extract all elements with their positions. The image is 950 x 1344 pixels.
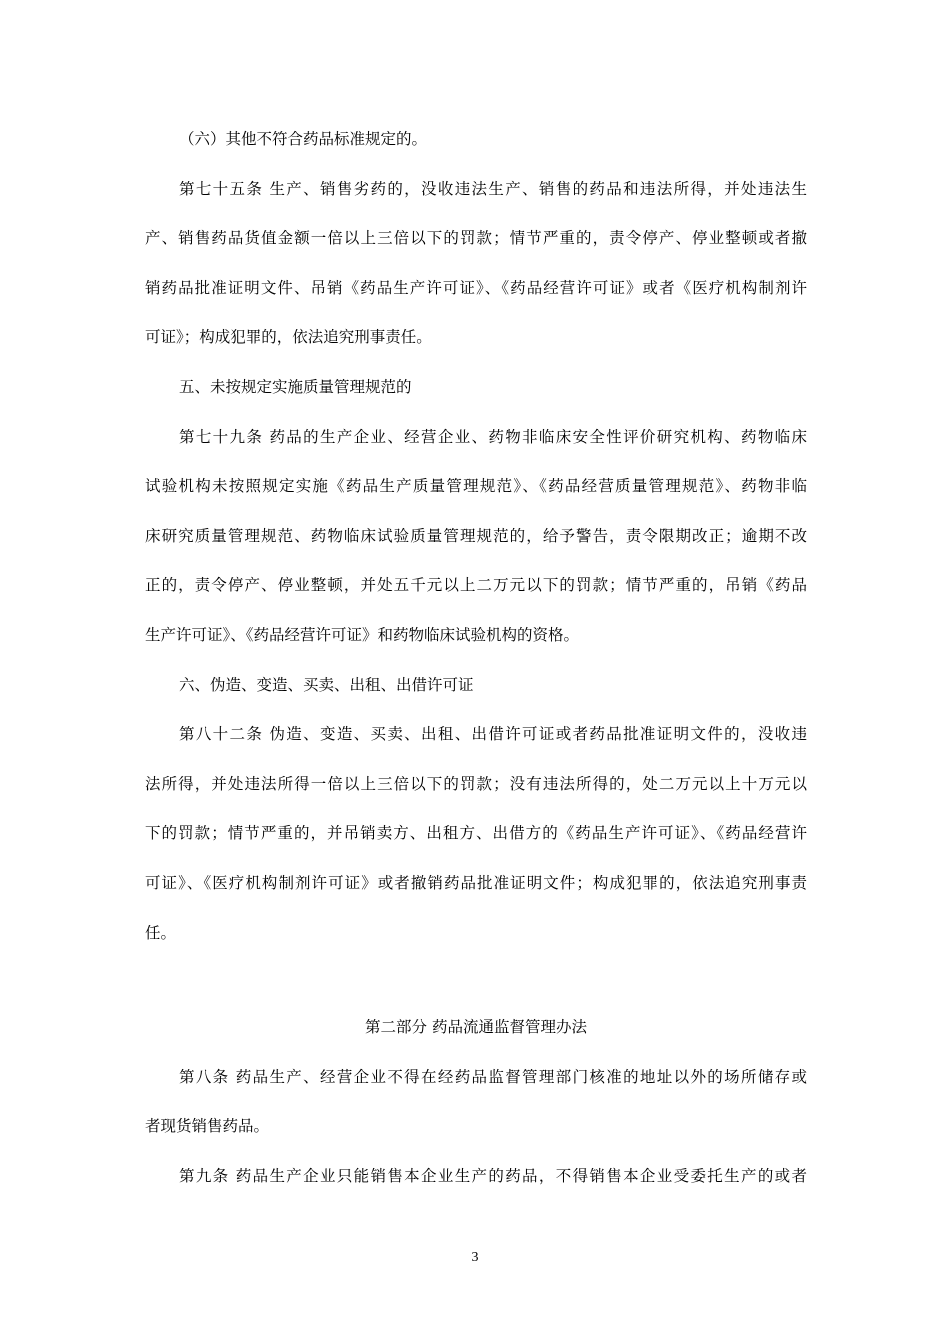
article-79-line-5: 生产许可证》、《药品经营许可证》和药物临床试验机构的资格。 xyxy=(145,625,580,644)
article-8-line-1: 第八条 药品生产、经营企业不得在经药品监督管理部门核准的地址以外的场所储存或 xyxy=(179,1067,807,1086)
article-82-line-5: 任。 xyxy=(145,923,177,942)
article-79-line-3: 床研究质量管理规范、药物临床试验质量管理规范的，给予警告，责令限期改正；逾期不改 xyxy=(145,526,807,545)
article-75-line-2: 产、销售药品货值金额一倍以上三倍以下的罚款；情节严重的，责令停产、停业整顿或者撤 xyxy=(145,229,807,248)
article-79-line-2: 试验机构未按照规定实施《药品生产质量管理规范》、《药品经营质量管理规范》、药物非临 xyxy=(145,477,807,496)
article-82-line-2: 法所得，并处违法所得一倍以上三倍以下的罚款；没有违法所得的，处二万元以上十万元以 xyxy=(145,774,807,793)
article-82-line-1: 第八十二条 伪造、变造、买卖、出租、出借许可证或者药品批准证明文件的，没收违 xyxy=(179,725,807,744)
article-79-line-1: 第七十九条 药品的生产企业、经营企业、药物非临床安全性评价研究机构、药物临床 xyxy=(179,427,807,446)
article-82-line-4: 可证》、《医疗机构制剂许可证》或者撤销药品批准证明文件；构成犯罪的，依法追究刑事责 xyxy=(145,873,807,892)
section-spacer xyxy=(145,965,807,1010)
article-8-line-2: 者现货销售药品。 xyxy=(145,1117,270,1136)
article-75-line-4: 可证》；构成犯罪的，依法追究刑事责任。 xyxy=(145,328,432,347)
heading-section-6: 六、伪造、变造、买卖、出租、出借许可证 xyxy=(179,675,474,694)
article-75-line-3: 销药品批准证明文件、吊销《药品生产许可证》、《药品经营许可证》或者《医疗机构制剂许 xyxy=(145,278,807,297)
article-75-line-1: 第七十五条 生产、销售劣药的，没收违法生产、销售的药品和违法所得，并处违法生 xyxy=(179,179,807,198)
page-number: 3 xyxy=(471,1250,479,1265)
article-82-line-3: 下的罚款；情节严重的，并吊销卖方、出租方、出借方的《药品生产许可证》、《药品经营许 xyxy=(145,824,807,843)
section-title: 第二部分 药品流通监督管理办法 xyxy=(365,1018,587,1037)
list-item-paragraph-6: （六）其他不符合药品标准规定的。 xyxy=(179,130,428,148)
article-79-line-4: 正的，责令停产、停业整顿，并处五千元以上二万元以下的罚款；情节严重的，吊销《药品 xyxy=(145,576,807,595)
heading-section-5: 五、未按规定实施质量管理规范的 xyxy=(179,377,412,396)
article-9-line-1: 第九条 药品生产企业只能销售本企业生产的药品，不得销售本企业受委托生产的或者 xyxy=(179,1166,807,1185)
document-body xyxy=(145,122,807,1208)
